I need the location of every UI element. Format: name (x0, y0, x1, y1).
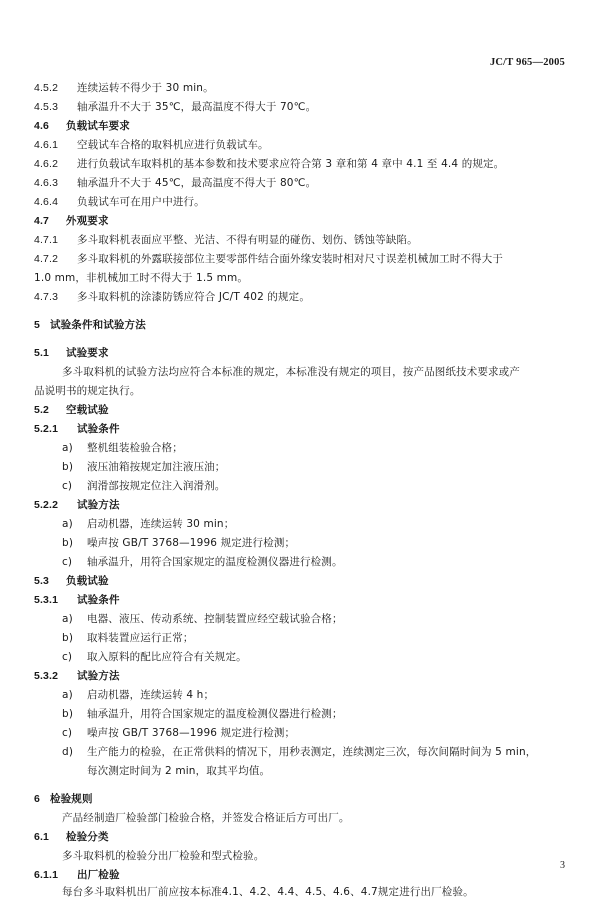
clause-number: 4.7.3 (34, 291, 59, 303)
list-text: 取料装置应运行正常； (87, 632, 194, 644)
clause-text: 连续运转不得少于 30 min。 (77, 82, 214, 94)
list-marker: b) (62, 461, 74, 473)
clause-number: 6.1 (34, 831, 50, 843)
list-marker: a) (62, 689, 73, 701)
clause-title: 空载试验 (66, 404, 109, 416)
clause-number: 4.6.3 (34, 177, 59, 189)
list-text: 启动机器，连续运转 4 h； (87, 689, 215, 701)
list-marker: b) (62, 632, 74, 644)
list-text: 每次测定时间为 2 min，取其平均值。 (87, 765, 271, 777)
clause-title: 出厂检验 (77, 869, 120, 881)
clause-text: 多斗取料机的涂漆防锈应符合 JC/T 402 的规定。 (77, 291, 310, 303)
clause-number: 5.2.1 (34, 423, 59, 435)
paragraph-text: 产品经制造厂检验部门检验合格，并签发合格证后方可出厂。 (62, 812, 350, 824)
paragraph-text: 品说明书的规定执行。 (34, 385, 141, 397)
clause-text: 多斗取料机表面应平整、光洁、不得有明显的碰伤、划伤、锈蚀等缺陷。 (77, 234, 418, 246)
clause-title: 检验分类 (66, 831, 109, 843)
paragraph-text: 多斗取料机的检验分出厂检验和型式检验。 (62, 850, 265, 862)
list-marker: c) (62, 651, 73, 663)
list-text: 噪声按 GB/T 3768—1996 规定进行检测； (87, 537, 296, 549)
clause-title: 负载试车要求 (66, 120, 130, 132)
clause-title: 试验条件 (77, 423, 120, 435)
clause-number: 4.6 (34, 120, 50, 132)
clause-title: 外观要求 (66, 215, 109, 227)
clause-text: 轴承温升不大于 35℃，最高温度不得大于 70℃。 (77, 101, 317, 113)
clause-number: 4.7.1 (34, 234, 59, 246)
list-marker: c) (62, 556, 73, 568)
list-marker: c) (62, 480, 73, 492)
section-number: 5 (34, 319, 40, 331)
clause-number: 5.3 (34, 575, 50, 587)
list-text: 电器、液压、传动系统、控制装置应经空载试验合格； (87, 613, 343, 625)
clause-text: 进行负载试车取料机的基本参数和技术要求应符合第 3 章和第 4 章中 4.1 至 4.4 的规定。 (77, 158, 505, 170)
page-number: 3 (560, 860, 565, 871)
clause-title: 试验条件 (77, 594, 120, 606)
clause-number: 4.6.4 (34, 196, 59, 208)
section-title: 试验条件和试验方法 (50, 319, 146, 331)
list-text: 液压油箱按规定加注液压油； (87, 461, 226, 473)
paragraph-text: 每台多斗取料机出厂前应按本标准4.1、4.2、4.4、4.5、4.6、4.7规定进行出厂检验。 (62, 886, 474, 898)
paragraph-text: 多斗取料机的试验方法均应符合本标准的规定，本标准没有规定的项目，按产品图纸技术要求或产 (62, 366, 520, 378)
list-marker: a) (62, 518, 73, 530)
list-text: 轴承温升，用符合国家规定的温度检测仪器进行检测。 (87, 556, 343, 568)
list-text: 噪声按 GB/T 3768—1996 规定进行检测； (87, 727, 296, 739)
clause-number: 4.5.2 (34, 82, 59, 94)
clause-number: 5.3.2 (34, 670, 59, 682)
clause-number: 5.3.1 (34, 594, 59, 606)
list-marker: c) (62, 727, 73, 739)
list-marker: b) (62, 708, 74, 720)
clause-number: 5.1 (34, 347, 50, 359)
clause-number: 6.1.1 (34, 869, 59, 881)
section-number: 6 (34, 793, 40, 805)
clause-title: 试验方法 (77, 670, 120, 682)
clause-title: 负载试验 (66, 575, 109, 587)
standard-code-header: JC/T 965—2005 (489, 57, 565, 68)
clause-text: 负载试车可在用户中进行。 (77, 196, 205, 208)
clause-number: 4.6.2 (34, 158, 59, 170)
list-text: 轴承温升，用符合国家规定的温度检测仪器进行检测； (87, 708, 343, 720)
clause-text: 轴承温升不大于 45℃，最高温度不得大于 80℃。 (77, 177, 317, 189)
list-text: 生产能力的检验，在正常供料的情况下，用秒表测定，连续测定三次，每次间隔时间为 5 min， (87, 746, 537, 758)
list-marker: a) (62, 442, 73, 454)
clause-number: 4.7.2 (34, 253, 59, 265)
clause-number: 4.5.3 (34, 101, 59, 113)
list-text: 取入原料的配比应符合有关规定。 (87, 651, 247, 663)
clause-number: 4.7 (34, 215, 50, 227)
list-marker: a) (62, 613, 73, 625)
section-title: 检验规则 (50, 793, 93, 805)
list-marker: d) (62, 746, 74, 758)
clause-number: 5.2.2 (34, 499, 59, 511)
clause-title: 试验方法 (77, 499, 120, 511)
clause-number: 4.6.1 (34, 139, 59, 151)
list-text: 整机组装检验合格； (87, 442, 183, 454)
clause-text: 1.0 mm，非机械加工时不得大于 1.5 mm。 (34, 272, 249, 284)
clause-number: 5.2 (34, 404, 50, 416)
list-marker: b) (62, 537, 74, 549)
clause-title: 试验要求 (66, 347, 109, 359)
clause-text: 多斗取料机的外露联接部位主要零部件结合面外缘安装时相对尺寸误差机械加工时不得大于 (77, 253, 503, 265)
list-text: 润滑部按规定位注入润滑剂。 (87, 480, 226, 492)
list-text: 启动机器，连续运转 30 min； (87, 518, 235, 530)
clause-text: 空载试车合格的取料机应进行负载试车。 (77, 139, 269, 151)
